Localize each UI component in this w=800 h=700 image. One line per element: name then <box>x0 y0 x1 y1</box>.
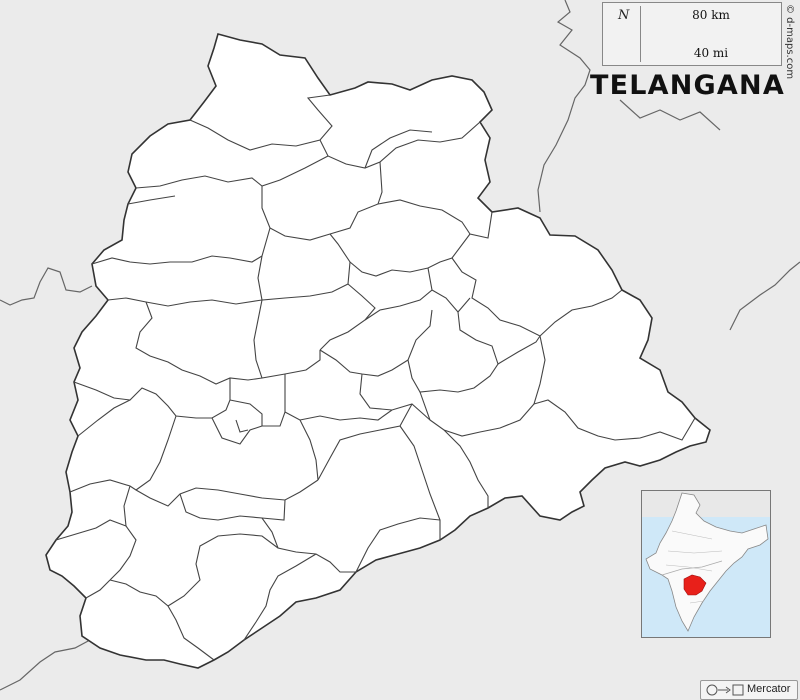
india-locator-inset <box>641 490 771 638</box>
scale-km-label: 80 km <box>692 8 730 22</box>
scale-mi-label: 40 mi <box>693 46 729 60</box>
map-title: TELANGANA <box>590 70 785 101</box>
credit-watermark: © d-maps.com <box>784 4 795 80</box>
projection-label: Mercator <box>747 683 791 695</box>
india-locator-map <box>642 491 770 637</box>
north-indicator <box>606 6 641 62</box>
north-label: N <box>618 8 630 23</box>
projection-legend <box>700 680 798 700</box>
scale-bar <box>645 6 777 62</box>
telangana-outline <box>46 34 710 668</box>
scale-legend-box <box>602 2 782 66</box>
projection-icon <box>703 681 747 699</box>
